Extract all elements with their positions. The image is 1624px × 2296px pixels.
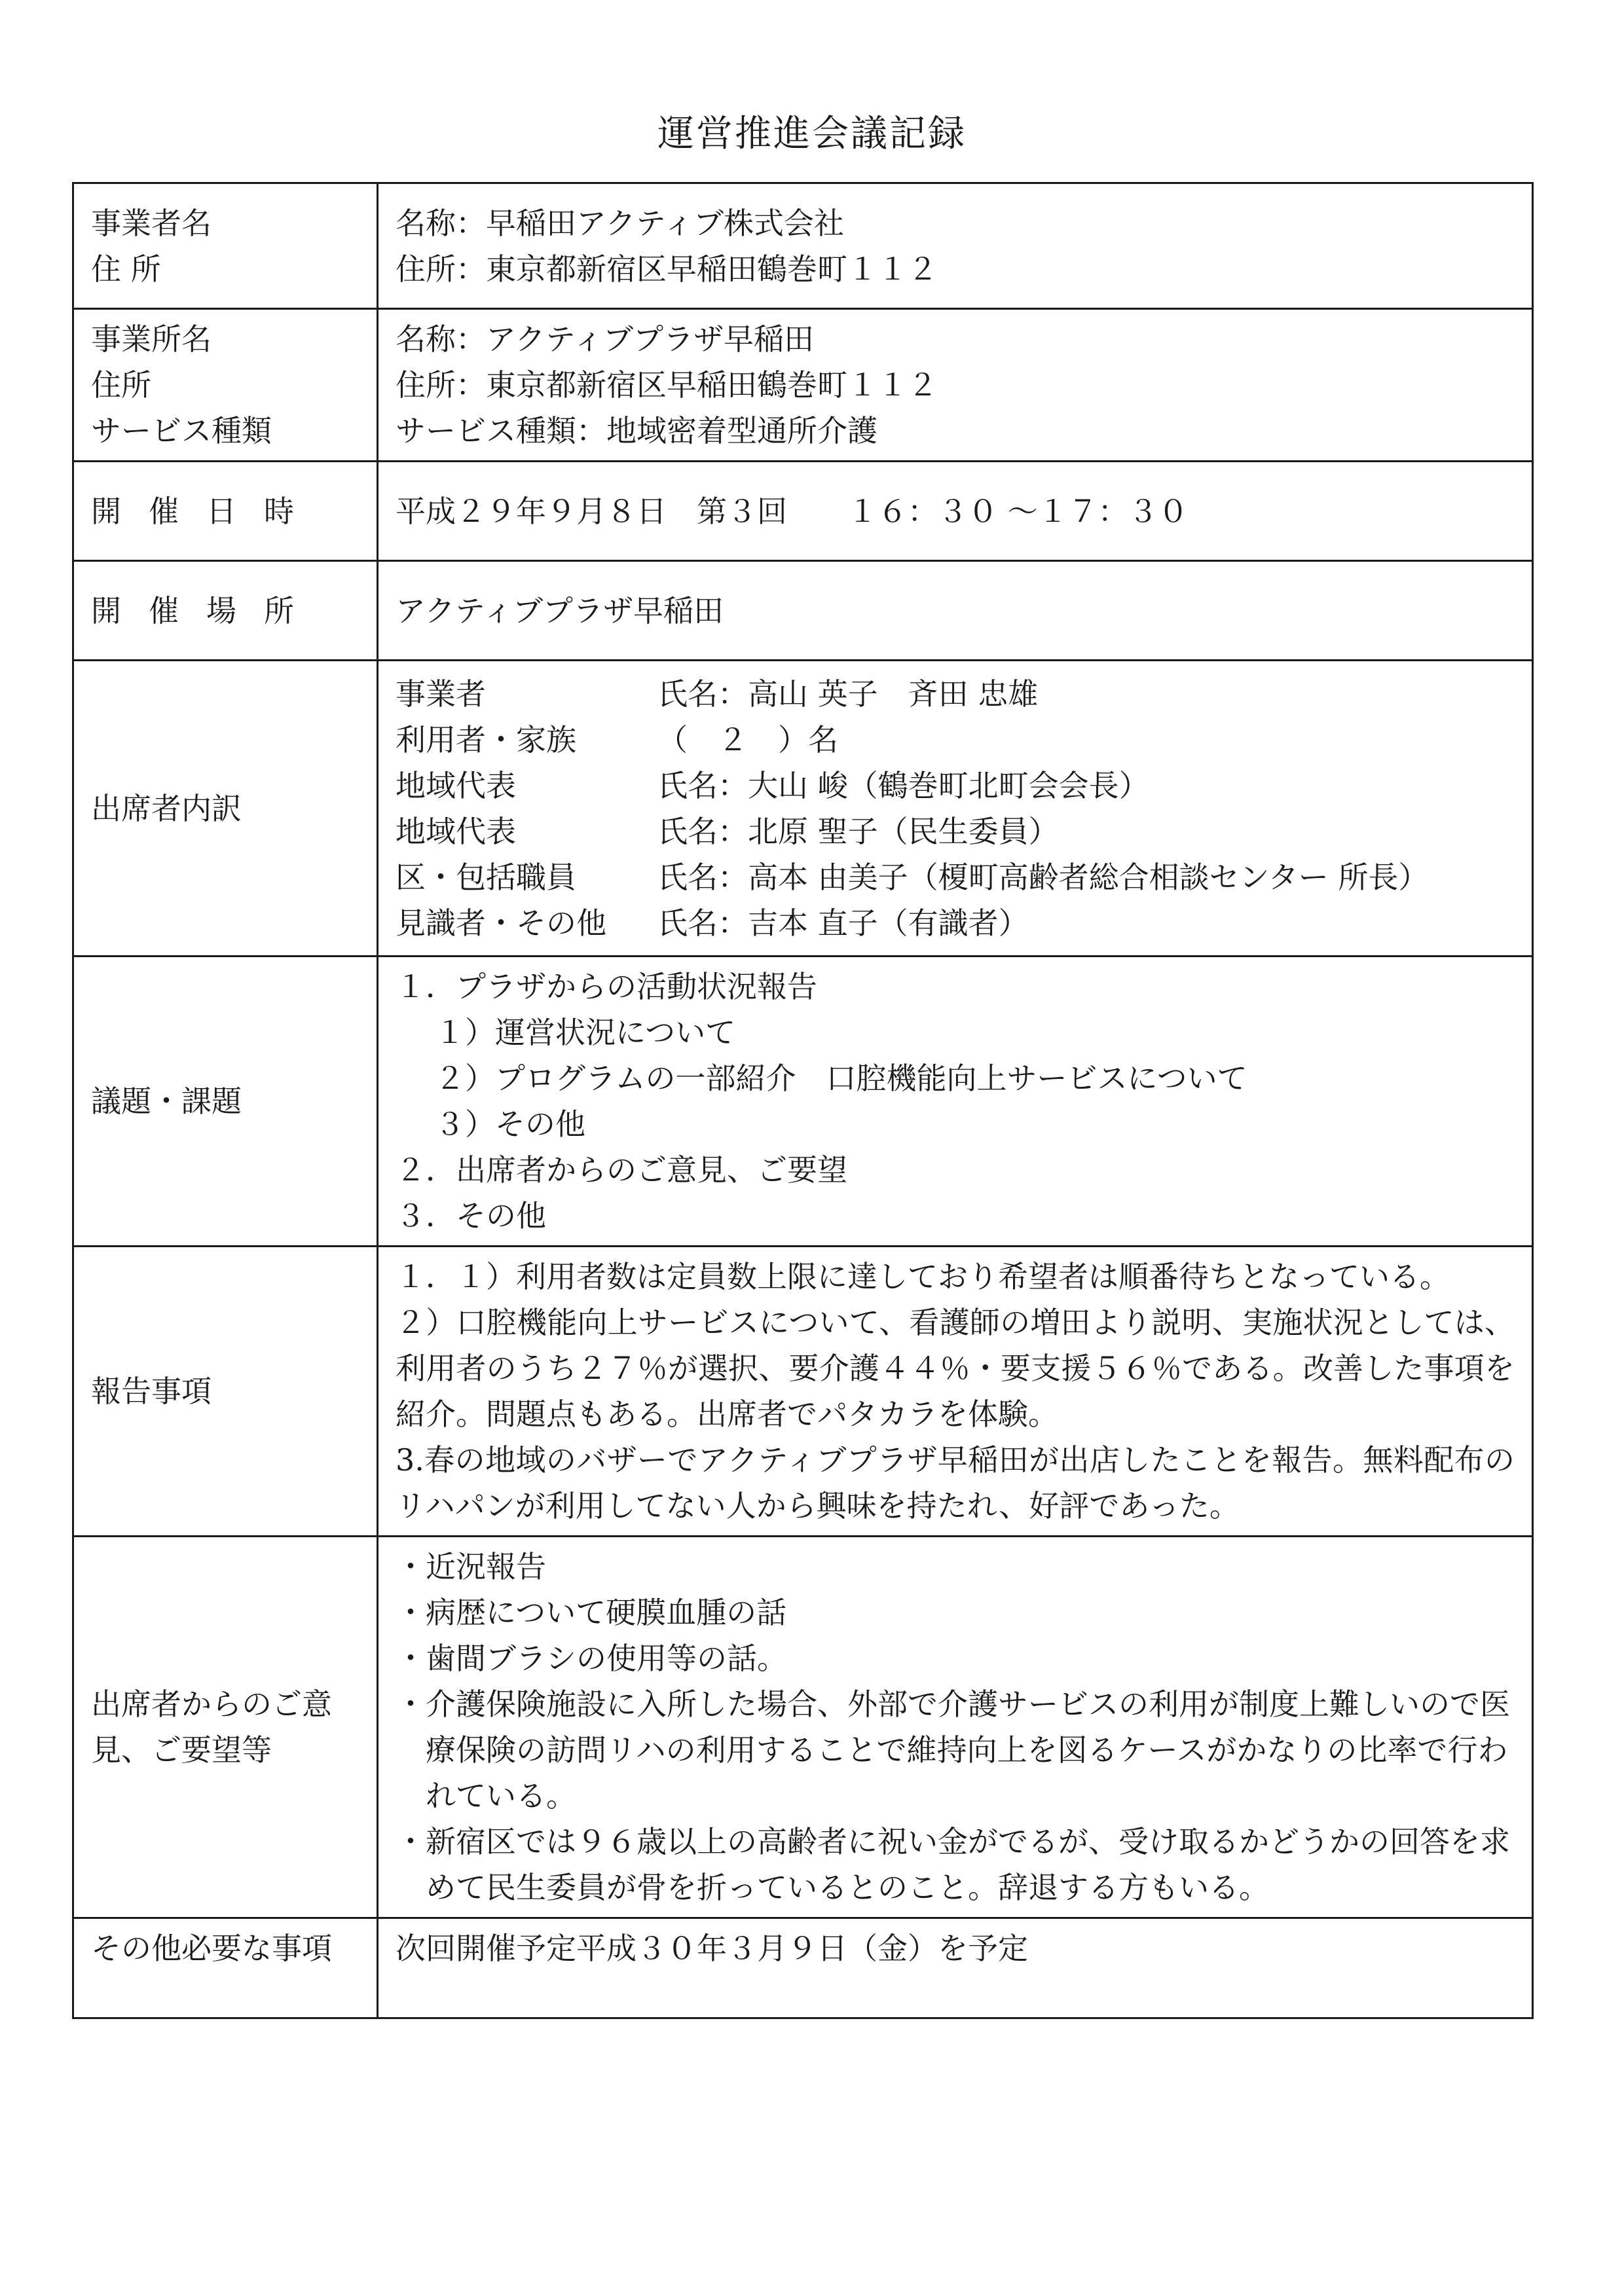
attendees-row: [73, 661, 1533, 957]
office-label-cell: [73, 309, 378, 462]
report-paragraph: 3.春の地域のバザーでアクティブプラザ早稲田が出店したことを報告。無料配布のリハパンが利用してない人から興味を持たれ、好評であった。: [396, 1442, 1515, 1523]
report-paragraph: ２）口腔機能向上サービスについて、看護師の増田より説明、実施状況としては、利用者のうち２７％が選択、要介護４４％・要支援５６％である。改善した事項を紹介。問題点もある。出席者でパタカラを体験。: [396, 1305, 1515, 1432]
agenda-subitem: １）運営状況について: [435, 1015, 736, 1050]
attendee-line: [396, 717, 1515, 763]
operator-address-label: 住 所: [91, 251, 161, 287]
report-row: [73, 1247, 1533, 1537]
venue-row: [73, 561, 1533, 661]
agenda-item: ３．その他: [396, 1198, 546, 1233]
operator-name-value: 名称：早稲田アクティブ株式会社: [396, 205, 844, 241]
operator-address-value: 住所：東京都新宿区早稲田鶴巻町１１２: [396, 251, 938, 287]
office-address-label: 住所: [91, 367, 151, 403]
report-value-cell: [378, 1247, 1533, 1537]
agenda-subitem: ３）その他: [435, 1106, 585, 1142]
attendee-line: [396, 900, 1515, 946]
office-row: [73, 309, 1533, 462]
attendees-label: 出席者内訳: [73, 661, 378, 957]
agenda-row: [73, 957, 1533, 1247]
attendee-detail: 氏名：大山 峻（鶴巻町北町会会長）: [657, 767, 1149, 803]
attendee-line: [396, 763, 1515, 809]
datetime-value: 平成２９年９月８日 第３回 １６：３０ ～１７：３０: [378, 462, 1533, 561]
agenda-value-cell: [378, 957, 1533, 1247]
office-service-value: サービス種類：地域密着型通所介護: [396, 413, 877, 448]
office-name-value: 名称：アクティブプラザ早稲田: [396, 321, 814, 357]
operator-value-cell: [378, 183, 1533, 309]
attendees-value-cell: [378, 661, 1533, 957]
attendee-role: 地域代表: [396, 767, 516, 803]
other-label: その他必要な事項: [73, 1918, 378, 2018]
meeting-record-table: [72, 182, 1534, 2019]
attendee-detail: （ ２ ）名: [657, 721, 838, 757]
operator-label-cell: [73, 183, 378, 309]
report-label: 報告事項: [73, 1247, 378, 1537]
datetime-label: 開催日時: [73, 462, 378, 561]
venue-label: 開催場所: [73, 561, 378, 661]
report-paragraph: １．１）利用者数は定員数上限に達しており希望者は順番待ちとなっている。: [396, 1259, 1450, 1294]
office-value-cell: [378, 309, 1533, 462]
attendee-role: 区・包括職員: [396, 859, 576, 895]
operator-name-label: 事業者名: [91, 205, 212, 241]
office-address-value: 住所：東京都新宿区早稲田鶴巻町１１２: [396, 367, 938, 403]
attendee-role: 地域代表: [396, 813, 516, 849]
office-service-label: サービス種類: [91, 413, 272, 448]
attendee-detail: 氏名：北原 聖子（民生委員）: [657, 813, 1059, 849]
document-title: 運営推進会議記録: [657, 113, 967, 155]
attendee-detail: 氏名：高本 由美子（榎町高齢者総合相談センター 所長）: [657, 859, 1429, 895]
attendee-line: [396, 854, 1515, 900]
agenda-item: １．プラザからの活動状況報告: [396, 969, 817, 1004]
datetime-row: [73, 462, 1533, 561]
opinion-item: ・歯間ブラシの使用等の話。: [396, 1641, 787, 1676]
agenda-label: 議題・課題: [73, 957, 378, 1247]
opinion-item: ・介護保険施設に入所した場合、外部で介護サービスの利用が制度上難しいので医療保険の訪問リハの利用することで維持向上を図るケースがかなりの比率で行われている。: [396, 1686, 1510, 1813]
office-name-label: 事業所名: [91, 321, 212, 357]
opinion-item: ・新宿区では９６歳以上の高齢者に祝い金がでるが、受け取るかどうかの回答を求めて民生委員が骨を折っているとのこと。辞退する方もいる。: [396, 1824, 1510, 1905]
opinion-item: ・近況報告: [396, 1549, 546, 1584]
attendee-detail: 氏名：吉本 直子（有識者）: [657, 905, 1029, 941]
agenda-item: ２．出席者からのご意見、ご要望: [396, 1152, 847, 1188]
opinions-label: 出席者からのご意見、ご要望等: [73, 1537, 378, 1918]
venue-value: アクティブプラザ早稲田: [378, 561, 1533, 661]
attendee-line: [396, 809, 1515, 854]
opinions-row: [73, 1537, 1533, 1918]
other-value: 次回開催予定平成３０年３月９日（金）を予定: [378, 1918, 1533, 2018]
opinion-item: ・病歴について硬膜血腫の話: [396, 1595, 787, 1630]
attendee-line: [396, 671, 1515, 717]
attendee-role: 利用者・家族: [396, 721, 576, 757]
attendee-role: 見識者・その他: [396, 905, 606, 941]
agenda-subitem: ２）プログラムの一部紹介 口腔機能向上サービスについて: [435, 1061, 1247, 1096]
attendee-role: 事業者: [396, 676, 486, 712]
operator-row: [73, 183, 1533, 309]
attendee-detail: 氏名：高山 英子 斉田 忠雄: [657, 676, 1039, 712]
opinions-value-cell: [378, 1537, 1533, 1918]
other-row: [73, 1918, 1533, 2018]
